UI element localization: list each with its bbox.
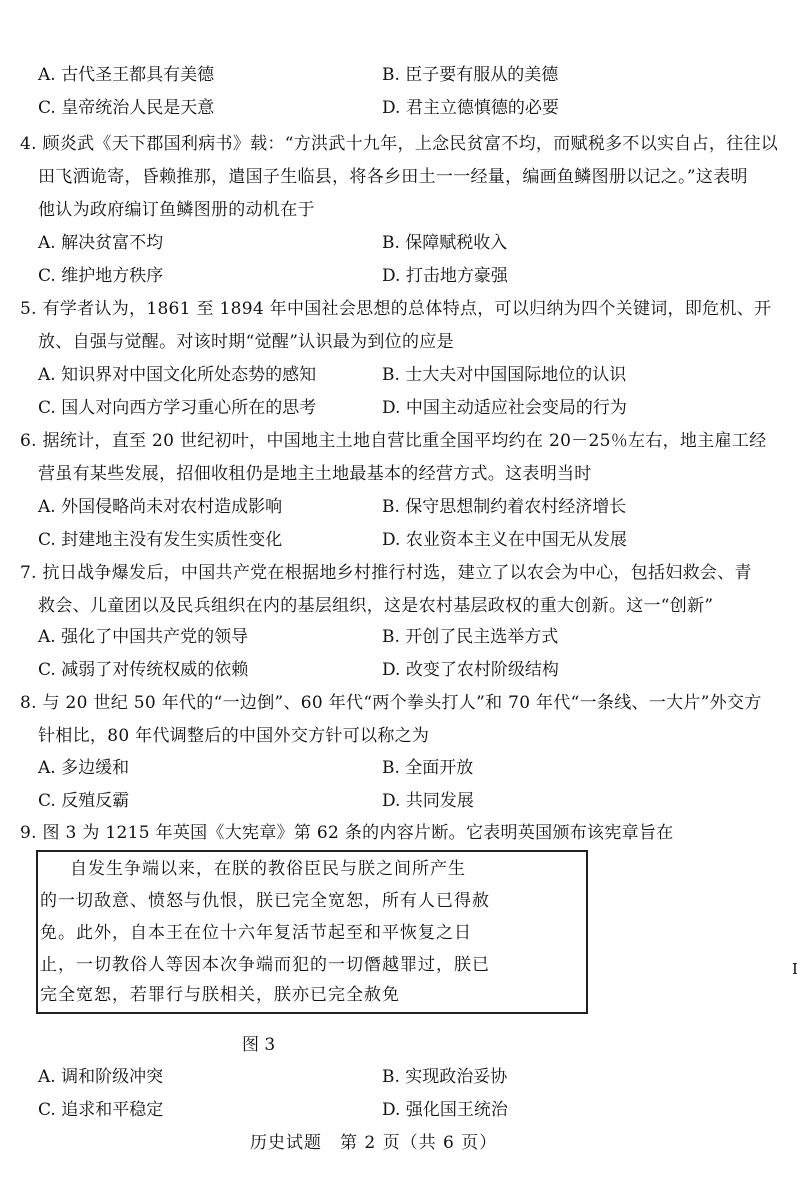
q9-option-d: D. 强化国王统治: [382, 1100, 508, 1120]
q9-option-b: B. 实现政治妥协: [382, 1067, 508, 1087]
q3-option-d: D. 君主立德慎德的必要: [382, 98, 559, 118]
q4-stem-line-1: 4. 顾炎武《天下郡国利病书》载：“方洪武十九年，上念民贫富不均，而赋税多不以实自占，往往以: [20, 134, 779, 154]
q4-option-b: B. 保障赋税收入: [382, 233, 508, 253]
q4-option-a: A. 解决贫富不均: [38, 233, 164, 253]
q9-stem-line-1: 9. 图 3 为 1215 年英国《大宪章》第 62 条的内容片断。它表明英国颁布该宪章旨在: [20, 823, 674, 843]
q7-option-d: D. 改变了农村阶级结构: [382, 660, 559, 680]
quote-line-5: 完全宽恕，若罪行与朕相关，朕亦已完全赦免: [40, 985, 400, 1005]
q9-option-a: A. 调和阶级冲突: [38, 1067, 164, 1087]
q7-stem-line-1: 7. 抗日战争爆发后，中国共产党在根据地乡村推行村选，建立了以农会为中心，包括妇救会、青: [20, 563, 752, 583]
q7-option-b: B. 开创了民主选举方式: [382, 627, 559, 647]
q5-option-c: C. 国人对向西方学习重心所在的思考: [38, 398, 317, 418]
q5-option-d: D. 中国主动适应社会变局的行为: [382, 398, 627, 418]
q4-option-c: C. 维护地方秩序: [38, 266, 164, 286]
q8-stem-line-2: 针相比，80 年代调整后的中国外交方针可以称之为: [38, 726, 430, 746]
q4-option-d: D. 打击地方豪强: [382, 266, 508, 286]
magna-carta-quote-box: [36, 850, 588, 1014]
q4-stem-line-2: 田飞洒诡寄，昏赖推那，遣国子生临县，将各乡田土一一经量，编画鱼鳞图册以记之。”这表明: [38, 167, 748, 187]
q3-option-a: A. 古代圣王都具有美德: [38, 65, 215, 85]
q7-option-a: A. 强化了中国共产党的领导: [38, 627, 249, 647]
q5-stem-line-1: 5. 有学者认为，1861 至 1894 年中国社会思想的总体特点，可以归纳为四个关键词，即危机、开: [20, 299, 772, 319]
q7-option-c: C. 减弱了对传统权威的依赖: [38, 660, 249, 680]
q8-option-a: A. 多边缓和: [38, 758, 130, 778]
q8-option-b: B. 全面开放: [382, 758, 474, 778]
edge-mark: I: [792, 960, 798, 978]
q8-option-c: C. 反殖反霸: [38, 791, 130, 811]
quote-line-2: 的一切敌意、愤怒与仇恨，朕已完全宽恕，所有人已得赦: [40, 891, 490, 911]
q8-stem-line-1: 8. 与 20 世纪 50 年代的“一边倒”、60 年代“两个拳头打人”和 70 年代“一条线、一大片”外交方: [20, 693, 762, 713]
figure-label: 图 3: [242, 1035, 276, 1055]
q6-option-d: D. 农业资本主义在中国无从发展: [382, 530, 627, 550]
q6-option-a: A. 外国侵略尚未对农村造成影响: [38, 497, 283, 517]
quote-line-3: 免。此外，自本王在位十六年复活节起至和平恢复之日: [40, 923, 472, 943]
q5-option-a: A. 知识界对中国文化所处态势的感知: [38, 365, 317, 385]
q4-stem-line-3: 他认为政府编订鱼鳞图册的动机在于: [38, 200, 315, 220]
q6-stem-line-1: 6. 据统计，直至 20 世纪初叶，中国地主土地自营比重全国平均约在 20－25％左右，地主雇工经: [20, 431, 767, 451]
quote-line-4: 止，一切教俗人等因本次争端而犯的一切僭越罪过，朕已: [40, 955, 490, 975]
q7-stem-line-2: 救会、儿童团以及民兵组织在内的基层组织，这是农村基层政权的重大创新。这一“创新”: [38, 596, 714, 616]
q9-option-c: C. 追求和平稳定: [38, 1100, 164, 1120]
q5-option-b: B. 士大夫对中国国际地位的认识: [382, 365, 627, 385]
q8-option-d: D. 共同发展: [382, 791, 474, 811]
q6-option-b: B. 保守思想制约着农村经济增长: [382, 497, 627, 517]
quote-line-1: 自发生争端以来，在朕的教俗臣民与朕之间所产生: [70, 859, 466, 879]
q3-option-c: C. 皇帝统治人民是天意: [38, 98, 215, 118]
q6-stem-line-2: 营虽有某些发展，招佃收租仍是地主土地最基本的经营方式。这表明当时: [38, 464, 592, 484]
q3-option-b: B. 臣子要有服从的美德: [382, 65, 559, 85]
q5-stem-line-2: 放、自强与觉醒。对该时期“觉醒”认识最为到位的应是: [38, 332, 454, 352]
page-footer: 历史试题 第 2 页（共 6 页）: [250, 1133, 498, 1153]
q6-option-c: C. 封建地主没有发生实质性变化: [38, 530, 283, 550]
